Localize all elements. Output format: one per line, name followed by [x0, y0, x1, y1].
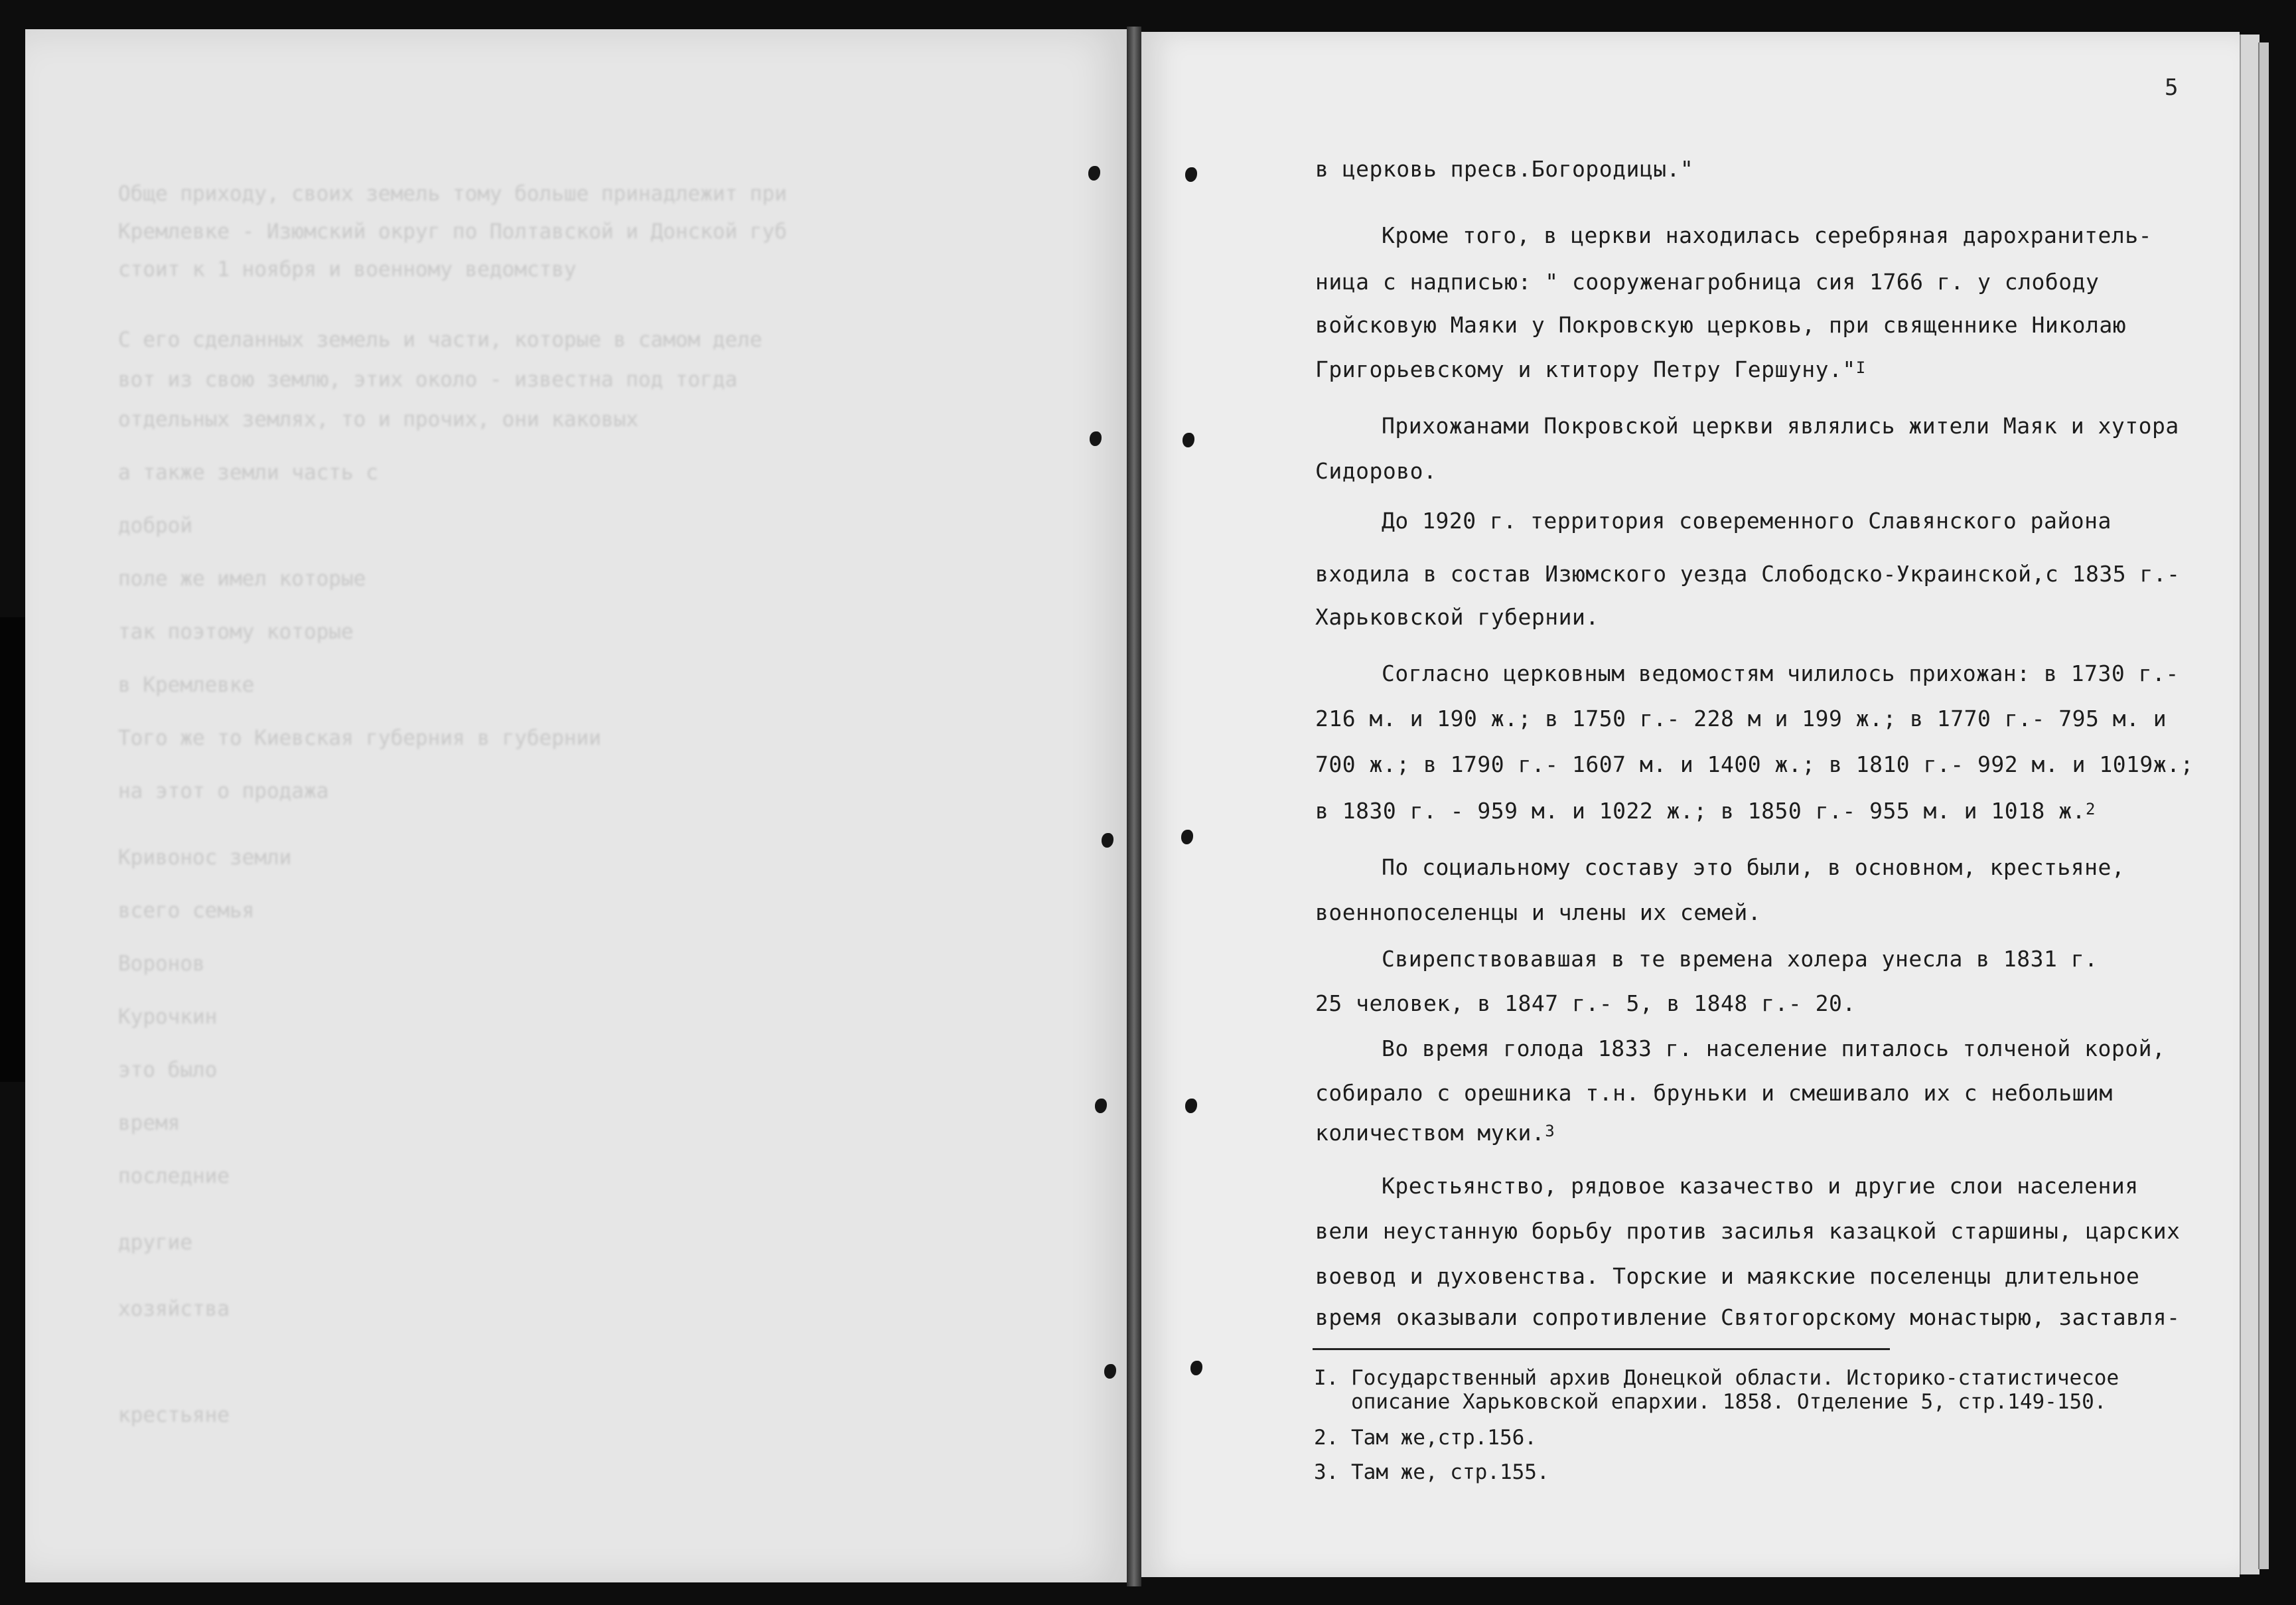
ghost-line-1: Обще приходу, своих земель тому больше принадлежит при: [118, 182, 787, 206]
body-line: [1315, 1120, 1555, 1146]
body-line: собирало с орешника т.н. бруньки и смешивало их с небольшим: [1315, 1080, 2113, 1106]
footnote-2: 2. Там же,стр.156.: [1314, 1426, 1537, 1450]
ghost-line-18: это было: [118, 1058, 218, 1082]
footnote-ref-1: I: [1855, 358, 1866, 377]
ghost-line-6: отдельных землях, то и прочих, они каковых: [118, 408, 638, 431]
left-page-bleedthrough: [25, 29, 1127, 1582]
body-line: время оказывали сопротивление Святогорскому монастырю, заставля-: [1315, 1304, 2181, 1330]
ghost-line-17: Курочкин: [118, 1005, 218, 1029]
body-line: в церковь пресв.Богородицы.": [1315, 156, 1694, 182]
ghost-line-16: Воронов: [118, 952, 205, 976]
ghost-line-8: доброй: [118, 514, 192, 538]
body-line-text: в 1830 г. - 959 м. и 1022 ж.; в 1850 г.- 955 м. и 1018 ж.: [1315, 798, 2086, 824]
ghost-line-20: последние: [118, 1164, 230, 1188]
footnote-separator: [1313, 1348, 1890, 1350]
ghost-line-12: Того же то Киевская губерния в губернии: [118, 726, 601, 750]
body-line: Крестьянство, рядовое казачество и другие слои населения: [1382, 1173, 2139, 1199]
body-line: Во время голода 1833 г. население питалось толченой корой,: [1382, 1035, 2166, 1061]
ghost-line-23: крестьяне: [118, 1403, 230, 1427]
ghost-line-7: а также земли часть с: [118, 461, 378, 485]
ghost-line-19: время: [118, 1111, 180, 1135]
ghost-line-5: вот из свою землю, этих около - известна под тогда: [118, 368, 738, 392]
ghost-line-4: С его сделанных земель и части, которые в самом деле: [118, 328, 762, 352]
page-stack-edge-2: [2258, 42, 2269, 1569]
body-line: До 1920 г. территория совеременного Славянского района: [1382, 508, 2112, 534]
body-line-text: количеством муки.: [1315, 1120, 1545, 1146]
body-line: Кроме того, в церкви находилась серебряная дарохранитель-: [1382, 222, 2152, 248]
footnote-1: I. Государственный архив Донецкой области. Историко-статистичесое: [1314, 1366, 2119, 1390]
footnote-3: 3. Там же, стр.155.: [1314, 1460, 1549, 1484]
ghost-line-3: стоит к 1 ноября и военному ведомству: [118, 258, 577, 281]
page-stack-edge: [2240, 35, 2260, 1574]
ghost-line-22: хозяйства: [118, 1297, 230, 1321]
body-line: 25 человек, в 1847 г.- 5, в 1848 г.- 20.: [1315, 990, 1856, 1016]
body-line: входила в состав Изюмского уезда Слободско-Украинской,с 1835 г.-: [1315, 561, 2181, 587]
footnote-ref-3: 3: [1545, 1122, 1555, 1140]
body-line: Свирепствовавшая в те времена холера унесла в 1831 г.: [1382, 946, 2098, 972]
binding-edge-shadow: [0, 617, 27, 1082]
body-line: ница с надписью: " сооруженагробница сия 1766 г. у слободу: [1315, 269, 2100, 295]
gutter: [1127, 27, 1141, 1586]
body-line: воевод и духовенства. Торские и маякские поселенцы длительное: [1315, 1263, 2140, 1289]
body-line: Харьковской губернии.: [1315, 604, 1599, 630]
ghost-line-15: всего семья: [118, 899, 255, 923]
body-line: Прихожанами Покровской церкви являлись жители Маяк и хутора: [1382, 413, 2179, 439]
ghost-line-2: Кремлевке - Изюмский округ по Полтавской и Донской губ: [118, 220, 787, 244]
body-line: По социальному составу это были, в основном, крестьяне,: [1382, 854, 2125, 880]
body-line: [1315, 798, 2096, 824]
body-line-text: Григорьевскому и ктитору Петру Гершуну.": [1315, 356, 1856, 382]
body-line: 700 ж.; в 1790 г.- 1607 м. и 1400 ж.; в 1810 г.- 992 м. и 1019ж.;: [1315, 751, 2194, 777]
footnote-ref-2: 2: [2085, 800, 2096, 818]
ghost-line-11: в Кремлевке: [118, 673, 255, 697]
page-number: 5: [2165, 74, 2179, 101]
ghost-line-14: Кривонос земли: [118, 846, 292, 870]
body-line: войсковую Маяки у Покровскую церковь, при священнике Николаю: [1315, 312, 2127, 338]
body-line: Сидорово.: [1315, 458, 1437, 484]
body-line: [1315, 356, 1866, 382]
body-line: 216 м. и 190 ж.; в 1750 г.- 228 м и 199 ж.; в 1770 г.- 795 м. и: [1315, 706, 2167, 731]
ghost-line-9: поле же имел которые: [118, 567, 366, 591]
ghost-line-21: другие: [118, 1231, 192, 1255]
footnote-1-cont: описание Харьковской епархии. 1858. Отделение 5, стр.149-150.: [1314, 1390, 2107, 1414]
body-line: вели неустанную борьбу против засилья казацкой старшины, царских: [1315, 1218, 2181, 1244]
body-line: Согласно церковным ведомостям чилилось прихожан: в 1730 г.-: [1382, 660, 2179, 686]
ghost-line-10: так поэтому которые: [118, 620, 354, 644]
body-line: военнопоселенцы и члены их семей.: [1315, 899, 1762, 925]
ghost-line-13: на этот о продажа: [118, 779, 329, 803]
